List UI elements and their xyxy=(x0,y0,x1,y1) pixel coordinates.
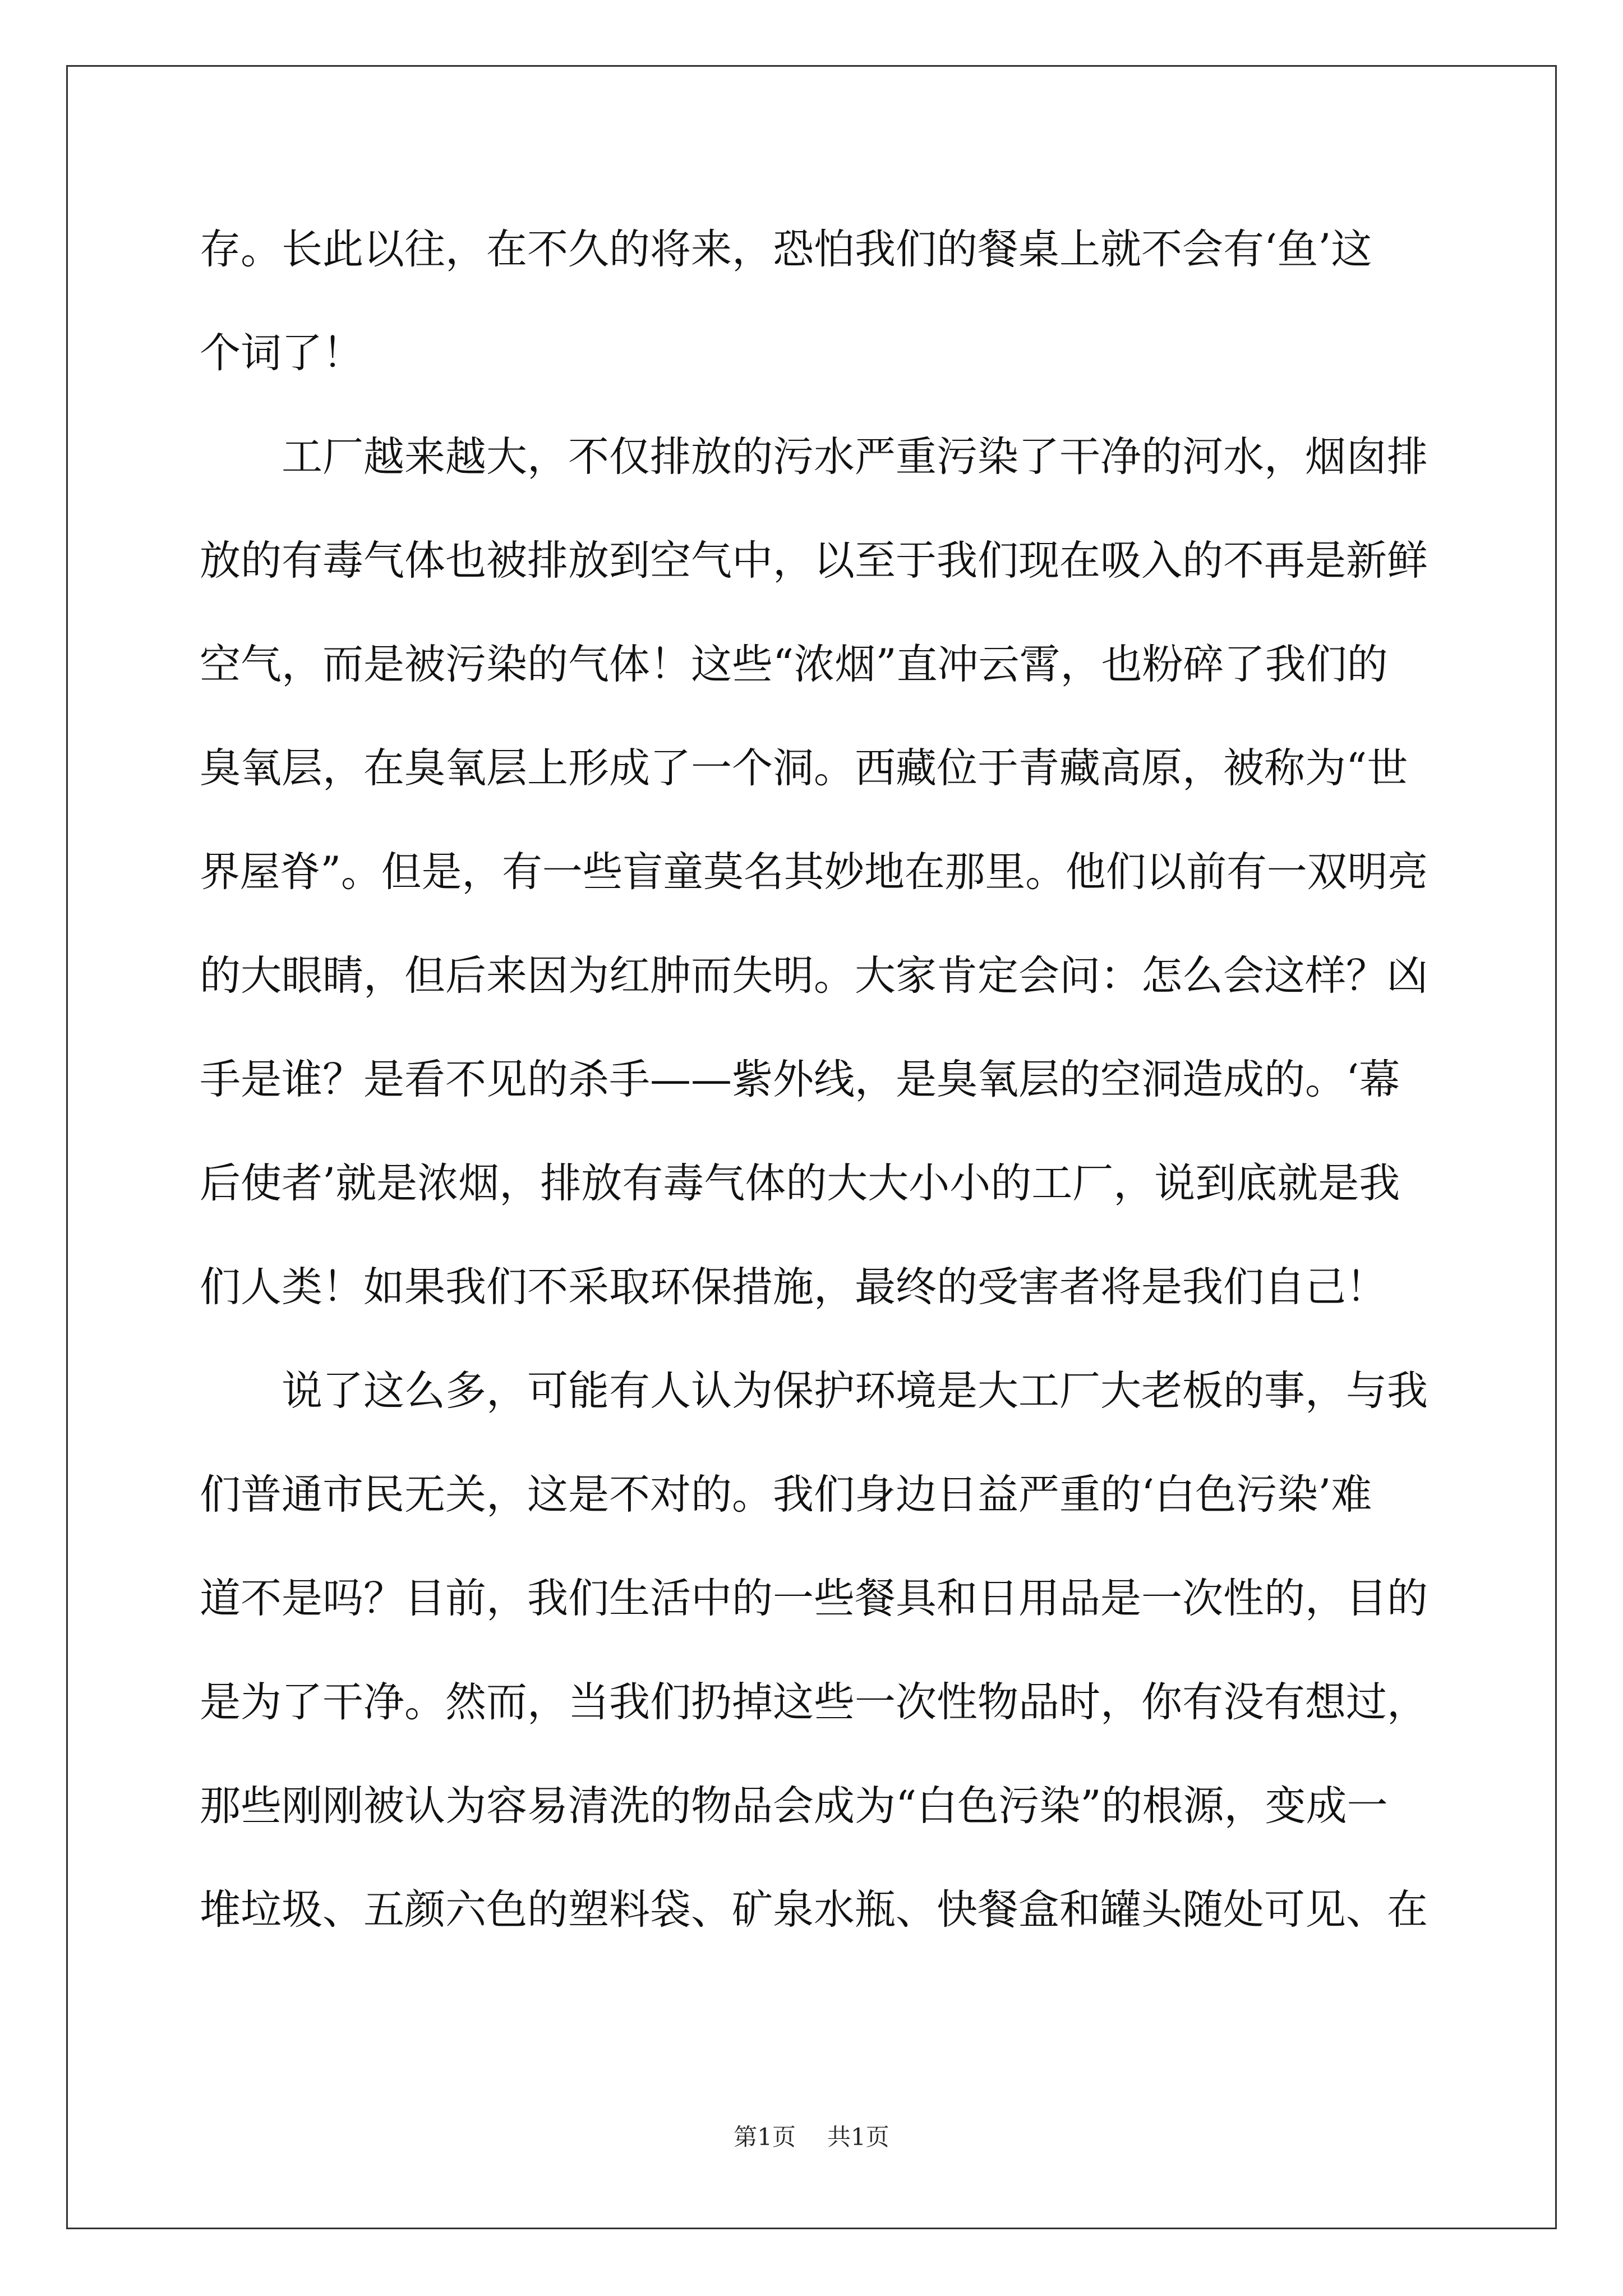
page-number: 第1页 xyxy=(734,2123,796,2151)
text-line: 个词了！ xyxy=(200,329,363,377)
text-line: 们人类！如果我们不采取环保措施，最终的受害者将是我们自己！ xyxy=(200,1263,1387,1311)
text-line: 空气，而是被污染的气体！这些“浓烟”直冲云霄，也粉碎了我们的 xyxy=(200,641,1388,688)
text-line: 臭氧层，在臭氧层上形成了一个洞。西藏位于青藏高原，被称为“世 xyxy=(200,744,1408,792)
text-line: 界屋脊”。但是，有一些盲童莫名其妙地在那里。他们以前有一双明亮 xyxy=(200,848,1428,896)
page-footer xyxy=(0,2120,1623,2154)
text-line: 们普通市民无关，这是不对的。我们身边日益严重的‘白色污染’难 xyxy=(200,1471,1372,1519)
text-line: 工厂越来越大，不仅排放的污水严重污染了干净的河水，烟囱排 xyxy=(200,433,1428,481)
text-line: 是为了干净。然而，当我们扔掉这些一次性物品时，你有没有想过， xyxy=(200,1678,1428,1726)
page-total: 共1页 xyxy=(827,2123,889,2151)
text-line: 堆垃圾、五颜六色的塑料袋、矿泉水瓶、快餐盒和罐头随处可见、在 xyxy=(200,1886,1428,1934)
text-line: 存。长此以往，在不久的将来，恐怕我们的餐桌上就不会有‘鱼’这 xyxy=(200,226,1372,273)
text-line: 手是谁？是看不见的杀手——紫外线，是臭氧层的空洞造成的。‘幕 xyxy=(200,1056,1400,1103)
text-line: 的大眼睛，但后来因为红肿而失明。大家肯定会问：怎么会这样？凶 xyxy=(200,952,1428,1000)
text-line: 道不是吗？目前，我们生活中的一些餐具和日用品是一次性的，目的 xyxy=(200,1575,1428,1622)
text-line: 放的有毒气体也被排放到空气中，以至于我们现在吸入的不再是新鲜 xyxy=(200,537,1428,585)
text-line: 说了这么多，可能有人认为保护环境是大工厂大老板的事，与我 xyxy=(200,1367,1428,1415)
document-body xyxy=(200,197,1428,1962)
text-line: 那些刚刚被认为容易清洗的物品会成为“白色污染”的根源，变成一 xyxy=(200,1782,1388,1830)
text-line: 后使者’就是浓烟，排放有毒气体的大大小小的工厂，说到底就是我 xyxy=(200,1159,1400,1207)
